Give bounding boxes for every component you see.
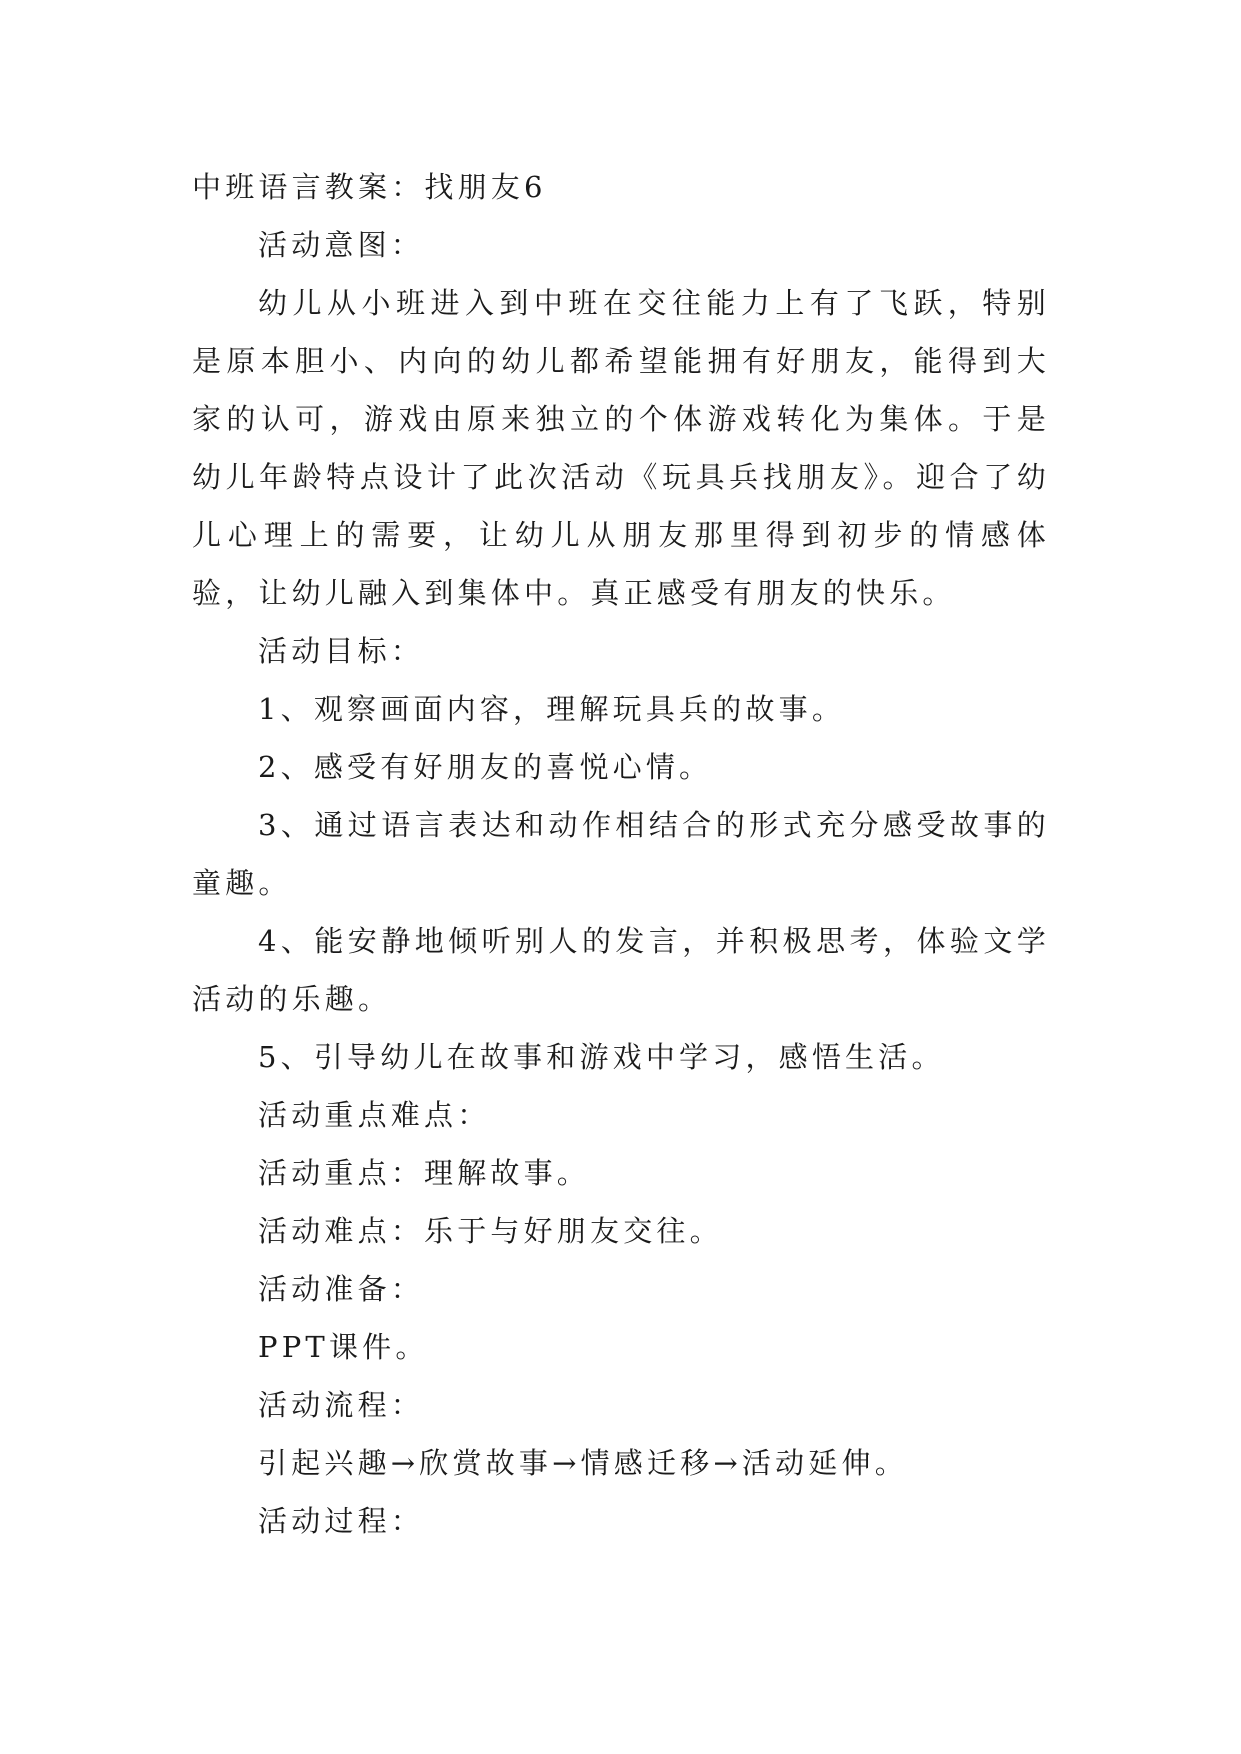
flow-text: 引起兴趣→欣赏故事→情感迁移→活动延伸。	[258, 1446, 908, 1480]
document-body	[192, 158, 1050, 1550]
goal-item-2: 2、感受有好朋友的喜悦心情。	[258, 750, 713, 784]
intent-paragraph: 幼儿从小班进入到中班在交往能力上有了飞跃，特别是原本胆小、内向的幼儿都希望能拥有好朋友，能得到大家的认可，游戏由原来独立的个体游戏转化为集体。于是幼儿年龄特点设计了此次活动《玩具兵找朋友》。迎合了幼儿心理上的需要，让幼儿从朋友那里得到初步的情感体验，让幼儿融入到集体中。真正感受有朋友的快乐。	[192, 286, 1050, 610]
intent-heading: 活动意图：	[258, 228, 425, 262]
goal-item-5: 5、引导幼儿在故事和游戏中学习，感悟生活。	[258, 1040, 945, 1074]
goal-item-1: 1、观察画面内容，理解玩具兵的故事。	[258, 692, 846, 726]
goals-heading: 活动目标：	[258, 634, 425, 668]
key-points-heading: 活动重点难点：	[258, 1098, 491, 1132]
goal-item-3: 3、通过语言表达和动作相结合的形式充分感受故事的童趣。	[192, 808, 1050, 900]
preparation-heading: 活动准备：	[258, 1272, 425, 1306]
flow-heading: 活动流程：	[258, 1388, 425, 1422]
difficulty-point: 活动难点：乐于与好朋友交往。	[258, 1214, 723, 1248]
document-title: 中班语言教案：找朋友6	[192, 170, 547, 204]
process-heading: 活动过程：	[258, 1504, 425, 1538]
preparation-text: PPT课件。	[258, 1330, 429, 1364]
goal-item-4: 4、能安静地倾听别人的发言，并积极思考，体验文学活动的乐趣。	[192, 924, 1050, 1016]
key-point: 活动重点：理解故事。	[258, 1156, 591, 1190]
